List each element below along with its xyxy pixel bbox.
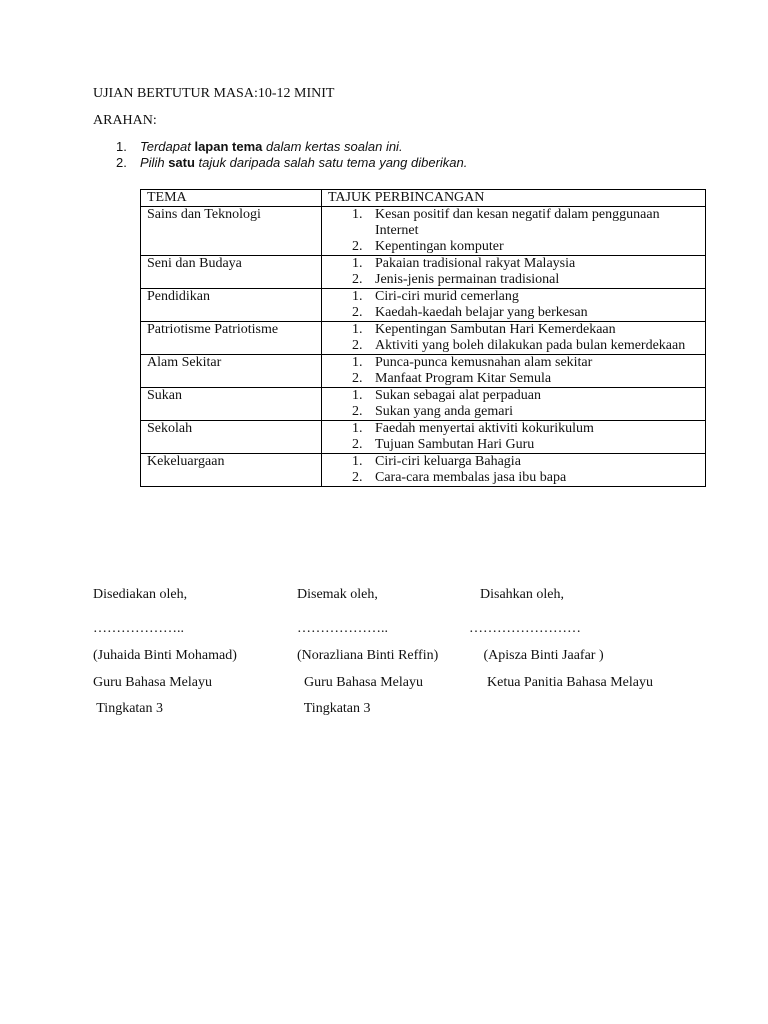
tajuk-text: Jenis-jenis permainan tradisional xyxy=(375,272,560,287)
tema-cell: Kekeluargaan xyxy=(141,454,322,487)
column-header-tema: TEMA xyxy=(141,190,322,207)
signatory-name: (Apisza Binti Jaafar ) xyxy=(480,648,604,663)
tajuk-text: Tujuan Sambutan Hari Guru xyxy=(375,437,535,452)
instructions-heading: ARAHAN: xyxy=(93,113,157,128)
tema-cell: Patriotisme Patriotisme xyxy=(141,322,322,355)
prepared-by-label: Disediakan oleh, xyxy=(93,587,188,602)
instruction-emphasis: lapan tema xyxy=(194,139,263,154)
tajuk-cell xyxy=(322,421,706,454)
signatory-form: Tingkatan 3 xyxy=(93,701,164,716)
tema-cell: Seni dan Budaya xyxy=(141,256,322,289)
tema-cell: Sains dan Teknologi xyxy=(141,207,322,256)
signature-line: ……………….. xyxy=(297,621,388,636)
table-row xyxy=(141,454,706,487)
tajuk-cell xyxy=(322,256,706,289)
instruction-number: 2. xyxy=(116,155,127,170)
column-header-tajuk: TAJUK PERBINCANGAN xyxy=(322,190,706,207)
table-row xyxy=(141,256,706,289)
tajuk-item: 1. Sukan sebagai alat perpaduan xyxy=(352,388,541,403)
tajuk-text: Sukan sebagai alat perpaduan xyxy=(375,388,541,403)
signatory-name: (Norazliana Binti Reffin) xyxy=(297,648,439,663)
tajuk-cell xyxy=(322,322,706,355)
signatory-name: (Juhaida Binti Mohamad) xyxy=(93,648,237,663)
tajuk-text: Pakaian tradisional rakyat Malaysia xyxy=(375,256,576,271)
tajuk-text: Faedah menyertai aktiviti kokurikulum xyxy=(375,421,594,436)
tajuk-text: Manfaat Program Kitar Semula xyxy=(375,371,552,386)
tajuk-item: 1. Ciri-ciri murid cemerlang xyxy=(352,289,519,304)
tajuk-cell xyxy=(322,207,706,256)
tema-cell: Alam Sekitar xyxy=(141,355,322,388)
tema-cell: Sukan xyxy=(141,388,322,421)
tajuk-text: Aktiviti yang boleh dilakukan pada bulan kemerdekaan xyxy=(375,338,686,353)
approved-by-label: Disahkan oleh, xyxy=(480,587,564,602)
topics-table xyxy=(140,189,706,487)
instruction-emphasis: satu xyxy=(168,155,195,170)
tajuk-item: 2. Jenis-jenis permainan tradisional xyxy=(352,272,560,287)
signatory-role: Ketua Panitia Bahasa Melayu xyxy=(480,675,654,690)
tajuk-text: Kepentingan Sambutan Hari Kemerdekaan xyxy=(375,322,616,337)
signature-line: ……………….. xyxy=(93,621,184,636)
tajuk-item: 1. Faedah menyertai aktiviti kokurikulum xyxy=(352,421,594,436)
tema-cell: Pendidikan xyxy=(141,289,322,322)
exam-title: UJIAN BERTUTUR MASA:10-12 MINIT xyxy=(93,86,335,101)
instruction-text: Terdapat xyxy=(140,139,195,154)
table-header-row xyxy=(141,190,706,207)
table-row xyxy=(141,388,706,421)
tajuk-item: 2. Tujuan Sambutan Hari Guru xyxy=(352,437,535,452)
tajuk-item: 2. Kaedah-kaedah belajar yang berkesan xyxy=(352,305,588,320)
signatory-form: Tingkatan 3 xyxy=(297,701,371,716)
tajuk-cell xyxy=(322,388,706,421)
instruction-text: dalam kertas soalan ini. xyxy=(262,139,403,154)
tajuk-text: Kesan positif dan kesan negatif dalam penggunaan Internet xyxy=(375,207,660,238)
tajuk-item: 1. Kesan positif dan kesan negatif dalam penggunaan Internet xyxy=(352,207,660,238)
signature-line: …………………… xyxy=(469,621,581,636)
tajuk-text: Kepentingan komputer xyxy=(375,239,504,254)
tajuk-text: Cara-cara membalas jasa ibu bapa xyxy=(375,470,567,485)
instruction-text: tajuk daripada salah satu tema yang diberikan. xyxy=(194,155,468,170)
checked-by-label: Disemak oleh, xyxy=(297,587,378,602)
tajuk-text: Ciri-ciri murid cemerlang xyxy=(375,289,519,304)
tajuk-item: 2. Cara-cara membalas jasa ibu bapa xyxy=(352,470,567,485)
table-row xyxy=(141,207,706,256)
signatory-role: Guru Bahasa Melayu xyxy=(93,675,212,690)
tajuk-cell xyxy=(322,355,706,388)
tajuk-item: 1. Punca-punca kemusnahan alam sekitar xyxy=(352,355,593,370)
tajuk-text: Punca-punca kemusnahan alam sekitar xyxy=(375,355,593,370)
tajuk-item: 2. Aktiviti yang boleh dilakukan pada bulan kemerdekaan xyxy=(352,338,686,353)
table-row xyxy=(141,355,706,388)
tajuk-cell xyxy=(322,454,706,487)
signatory-role: Guru Bahasa Melayu xyxy=(297,675,423,690)
tajuk-item: 1. Kepentingan Sambutan Hari Kemerdekaan xyxy=(352,322,616,337)
instruction-text: Pilih xyxy=(140,155,169,170)
tajuk-text: Sukan yang anda gemari xyxy=(375,404,514,419)
instruction-number: 1. xyxy=(116,139,127,154)
table-row xyxy=(141,322,706,355)
tajuk-item: 1. Pakaian tradisional rakyat Malaysia xyxy=(352,256,576,271)
tajuk-item: 2. Kepentingan komputer xyxy=(352,239,504,254)
tajuk-item: 1. Ciri-ciri keluarga Bahagia xyxy=(352,454,521,469)
tajuk-item: 2. Sukan yang anda gemari xyxy=(352,404,514,419)
table-row xyxy=(141,289,706,322)
tajuk-text: Ciri-ciri keluarga Bahagia xyxy=(375,454,521,469)
tajuk-cell xyxy=(322,289,706,322)
tajuk-item: 2. Manfaat Program Kitar Semula xyxy=(352,371,552,386)
tajuk-text: Kaedah-kaedah belajar yang berkesan xyxy=(375,305,588,320)
tema-cell: Sekolah xyxy=(141,421,322,454)
table-row xyxy=(141,421,706,454)
